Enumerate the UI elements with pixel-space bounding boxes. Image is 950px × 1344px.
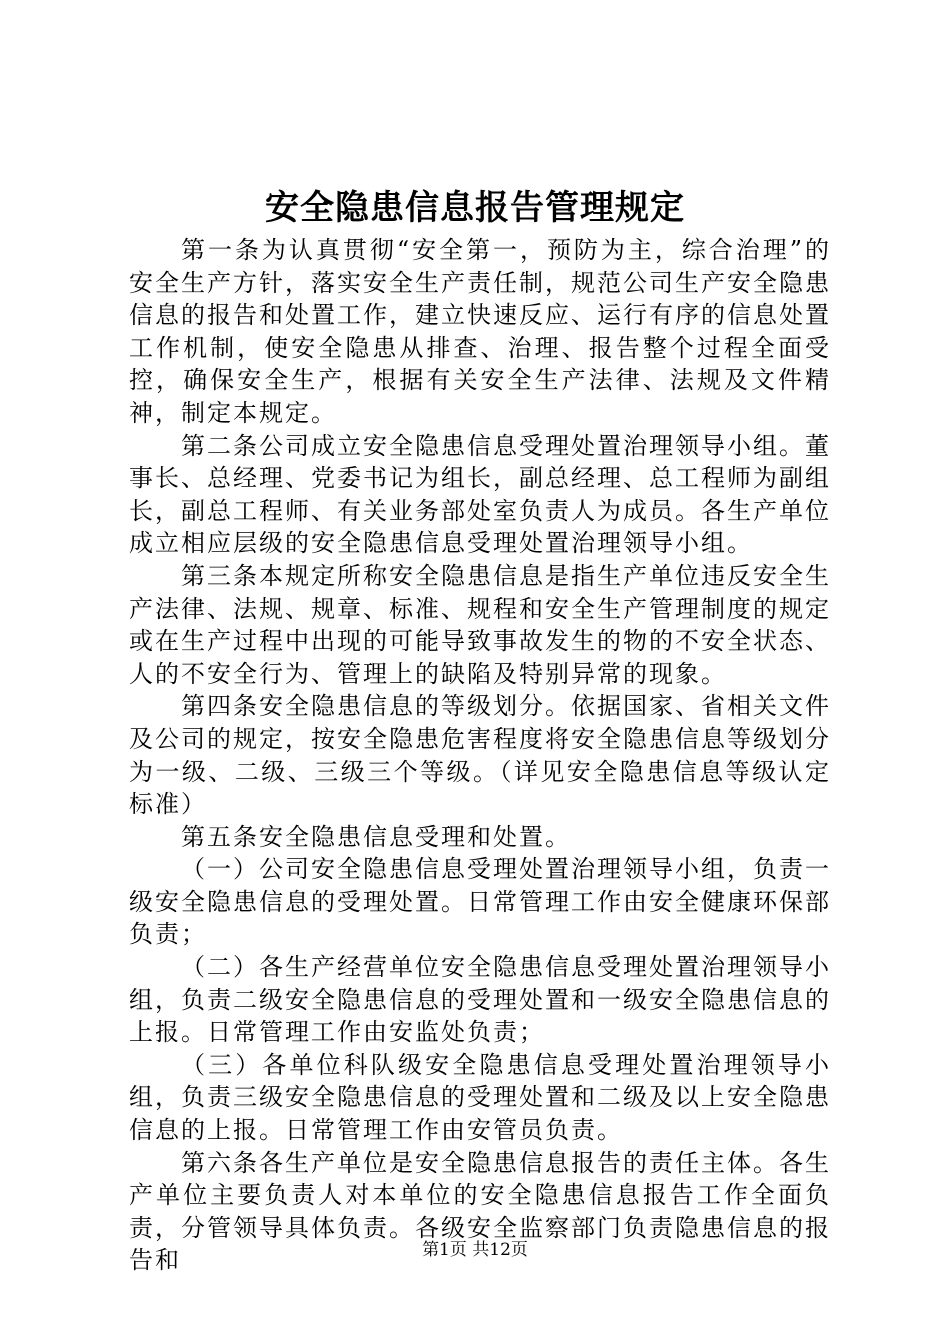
document-title: 安全隐患信息报告管理规定 — [265, 188, 685, 228]
article-5-item-3: （三）各单位科队级安全隐患信息受理处置治理领导小组，负责三级安全隐患信息的受理处置和二级及以上安全隐患信息的上报。日常管理工作由安管员负责。 — [129, 1050, 831, 1145]
document-body — [129, 234, 831, 1277]
article-2-paragraph: 第二条公司成立安全隐患信息受理处置治理领导小组。董事长、总经理、党委书记为组长，副总经理、总工程师为副组长，副总工程师、有关业务部处室负责人为成员。各生产单位成立相应层级的安全隐患信息受理处置治理领导小组。 — [129, 431, 831, 558]
article-5-item-1: （一）公司安全隐患信息受理处置治理领导小组，负责一级安全隐患信息的受理处置。日常管理工作由安全健康环保部负责； — [129, 855, 831, 949]
article-5-item-2: （二）各生产经营单位安全隐患信息受理处置治理领导小组，负责二级安全隐患信息的受理处置和一级安全隐患信息的上报。日常管理工作由安监处负责； — [129, 953, 831, 1047]
article-1-paragraph: 第一条为认真贯彻“安全第一，预防为主，综合治理”的安全生产方针，落实安全生产责任制，规范公司生产安全隐患信息的报告和处置工作，建立快速反应、运行有序的信息处置工作机制，使安全隐患从排查、治理、报告整个过程全面受控，确保安全生产，根据有关安全生产法律、法规及文件精神，制定本规定。 — [129, 236, 831, 427]
article-3-paragraph: 第三条本规定所称安全隐患信息是指生产单位违反安全生产法律、法规、规章、标准、规程和安全生产管理制度的规定或在生产过程中出现的可能导致事故发生的物的不安全状态、人的不安全行为、管理上的缺陷及特别异常的现象。 — [129, 561, 831, 688]
article-6-paragraph: 第六条各生产单位是安全隐患信息报告的责任主体。各生产单位主要负责人对本单位的安全隐患信息报告工作全面负责，分管领导具体负责。各级安全监察部门负责隐患信息的报告和 — [129, 1148, 831, 1275]
article-5-paragraph: 第五条安全隐患信息受理和处置。 — [181, 822, 571, 851]
page-number-footer: 第1页 共12页 — [422, 1240, 528, 1260]
article-4-paragraph: 第四条安全隐患信息的等级划分。依据国家、省相关文件及公司的规定，按安全隐患危害程度将安全隐患信息等级划分为一级、二级、三级三个等级。（详见安全隐患信息等级认定标准） — [129, 692, 831, 819]
